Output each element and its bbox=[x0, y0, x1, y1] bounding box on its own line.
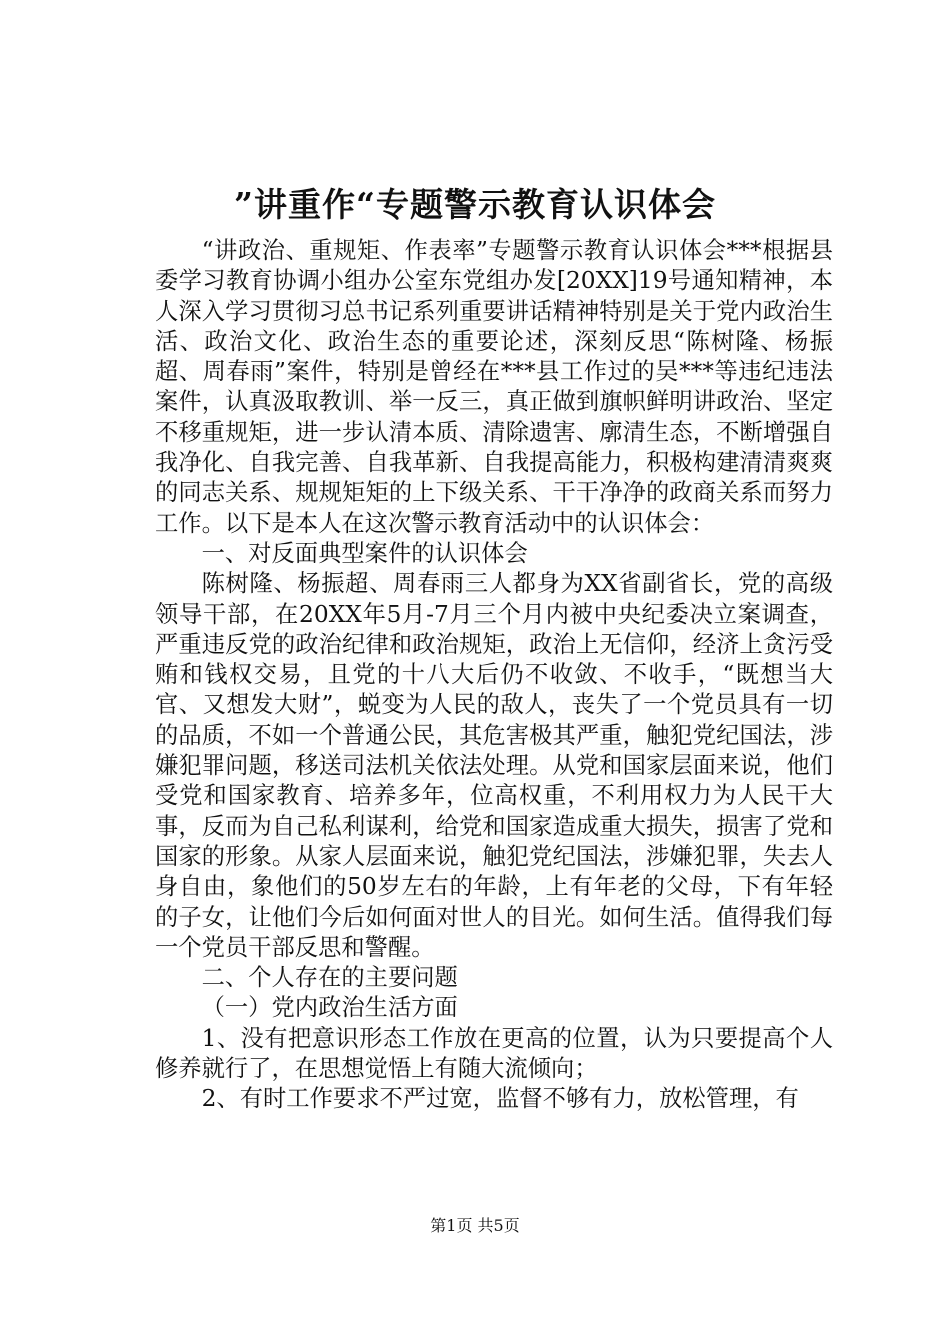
document-title: ”讲重作“专题警示教育认识体会 bbox=[234, 185, 716, 224]
document-body bbox=[155, 236, 833, 1115]
list-item-2: 2、有时工作要求不严过宽，监督不够有力，放松管理，有 bbox=[201, 1085, 799, 1113]
heading-section-1: 一、对反面典型案件的认识体会 bbox=[201, 539, 528, 567]
subheading-political-life: （一）党内政治生活方面 bbox=[201, 994, 458, 1022]
paragraph-intro: “讲政治、重规矩、作表率”专题警示教育认识体会***根据县委学习教育协调小组办公室东党组办发[20XX]19号通知精神，本人深入学习贯彻习总书记系列重要讲话精神特别是关于党内政治生活、政治文化、政治生态的重要论述，深刻反思“陈树隆、杨振超、周春雨”案件，特别是曾经在***县工作过的吴***等违纪违法案件，认真汲取教训、举一反三，真正做到旗帜鲜明讲政治、坚定不移重规矩，进一步认清本质、清除遗害、廓清生态，不断增强自我净化、自我完善、自我革新、自我提高能力，积极构建清清爽爽的同志关系、规规矩矩的上下级关系、干干净净的政商关系而努力工作。以下是本人在这次警示教育活动中的认识体会： bbox=[155, 237, 833, 537]
heading-section-2: 二、个人存在的主要问题 bbox=[201, 964, 458, 992]
paragraph-cases: 陈树隆、杨振超、周春雨三人都身为XX省副省长，党的高级领导干部，在20XX年5月-7月三个月内被中央纪委决立案调查，严重违反党的政治纪律和政治规矩，政治上无信仰，经济上贪污受贿和钱权交易，且党的十八大后仍不收敛、不收手，“既想当大官、又想发大财”，蜕变为人民的敌人，丧失了一个党员具有一切的品质，不如一个普通公民，其危害极其严重，触犯党纪国法，涉嫌犯罪问题，移送司法机关依法处理。从党和国家层面来说，他们受党和国家教育、培养多年，位高权重，不利用权力为人民干大事，反而为自己私利谋利，给党和国家造成重大损失，损害了党和国家的形象。从家人层面来说，触犯党纪国法，涉嫌犯罪，失去人身自由，象他们的50岁左右的年龄，上有年老的父母，下有年轻的子女，让他们今后如何面对世人的目光。如何生活。值得我们每一个党员干部反思和警醒。 bbox=[155, 570, 833, 961]
page-number: 第1页 共5页 bbox=[430, 1216, 520, 1235]
list-item-1: 1、没有把意识形态工作放在更高的位置，认为只要提高个人修养就行了，在思想觉悟上有随大流倾向； bbox=[155, 1024, 833, 1083]
